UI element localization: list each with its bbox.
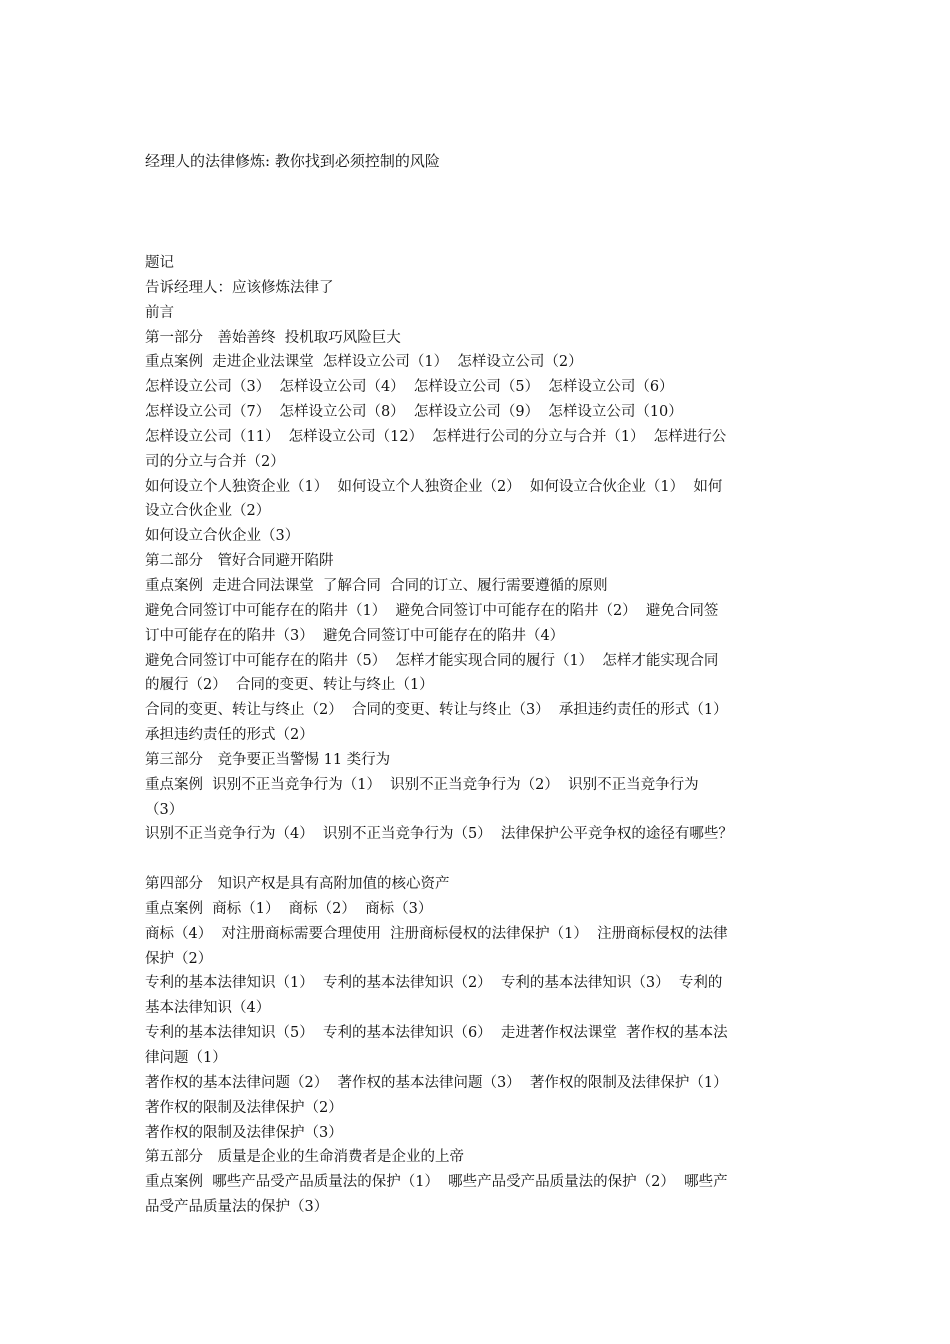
text-line: 专利的基本法律知识（5） 专利的基本法律知识（6） 走进著作权法课堂 著作权的基本法 — [145, 1025, 728, 1042]
text-line: 著作权的限制及法律保护（3） — [145, 1124, 343, 1141]
text-line: 怎样设立公司（7） 怎样设立公司（8） 怎样设立公司（9） 怎样设立公司（10） — [145, 404, 683, 421]
text-line: 保护（2） — [145, 950, 213, 967]
text-line: 怎样设立公司（3） 怎样设立公司（4） 怎样设立公司（5） 怎样设立公司（6） — [145, 379, 674, 396]
text-line: 前言 — [145, 304, 174, 321]
text-line: 著作权的限制及法律保护（2） — [145, 1099, 343, 1116]
text-line: 基本法律知识（4） — [145, 1000, 271, 1017]
text-line: 设立合伙企业（2） — [145, 503, 271, 520]
section-heading: 第三部分 竞争要正当警惕 11 类行为 — [145, 751, 391, 768]
text-line: 著作权的基本法律问题（2） 著作权的基本法律问题（3） 著作权的限制及法律保护（1） — [145, 1074, 728, 1091]
text-line: 重点案例 识别不正当竞争行为（1） 识别不正当竞争行为（2） 识别不正当竞争行为 — [145, 776, 699, 793]
text-line: 识别不正当竞争行为（4） 识别不正当竞争行为（5） 法律保护公平竞争权的途径有哪些？ — [145, 826, 733, 843]
text-line: 如何设立个人独资企业（1） 如何设立个人独资企业（2） 如何设立合伙企业（1） 如何 — [145, 478, 723, 495]
text-line: 重点案例 走进企业法课堂 怎样设立公司（1） 怎样设立公司（2） — [145, 354, 583, 371]
text-line: 司的分立与合并（2） — [145, 453, 285, 470]
section-heading: 第四部分 知识产权是具有高附加值的核心资产 — [145, 876, 450, 893]
section-heading: 第二部分 管好合同避开陷阱 — [145, 553, 334, 570]
text-line: 订中可能存在的陷井（3） 避免合同签订中可能存在的陷井（4） — [145, 627, 565, 644]
text-line: 的履行（2） 合同的变更、转让与终止（1） — [145, 677, 434, 694]
text-line: 合同的变更、转让与终止（2） 合同的变更、转让与终止（3） 承担违约责任的形式（1） — [145, 702, 728, 719]
text-line: 商标（4） 对注册商标需要合理使用 注册商标侵权的法律保护（1） 注册商标侵权的法律 — [145, 925, 728, 942]
text-line: 如何设立合伙企业（3） — [145, 528, 300, 545]
text-line: 重点案例 商标（1） 商标（2） 商标（3） — [145, 900, 433, 917]
text-line: 承担违约责任的形式（2） — [145, 727, 314, 744]
text-line: 避免合同签订中可能存在的陷井（1） 避免合同签订中可能存在的陷井（2） 避免合同签 — [145, 602, 719, 619]
text-line: 怎样设立公司（11） 怎样设立公司（12） 怎样进行公司的分立与合并（1） 怎样进行公 — [145, 428, 727, 445]
text-line: （3） — [145, 801, 184, 818]
text-line: 告诉经理人：应该修炼法律了 — [145, 279, 334, 296]
text-line: 避免合同签订中可能存在的陷井（5） 怎样才能实现合同的履行（1） 怎样才能实现合同 — [145, 652, 719, 669]
blank-line — [145, 847, 820, 872]
text-line: 题记 — [145, 255, 174, 271]
text-line: 品受产品质量法的保护（3） — [145, 1199, 329, 1216]
text-line: 重点案例 走进合同法课堂 了解合同 合同的订立、履行需要遵循的原则 — [145, 577, 608, 594]
document-body — [145, 251, 820, 1220]
section-heading: 第一部分 善始善终 投机取巧风险巨大 — [145, 329, 401, 346]
text-line: 律问题（1） — [145, 1050, 227, 1066]
document-title: 经理人的法律修炼: 教你找到必须控制的风险 — [145, 152, 440, 170]
section-heading: 第五部分 质量是企业的生命消费者是企业的上帝 — [145, 1149, 464, 1166]
text-line: 重点案例 哪些产品受产品质量法的保护（1） 哪些产品受产品质量法的保护（2） 哪些产 — [145, 1174, 728, 1191]
text-line: 专利的基本法律知识（1） 专利的基本法律知识（2） 专利的基本法律知识（3） 专利的 — [145, 975, 723, 992]
